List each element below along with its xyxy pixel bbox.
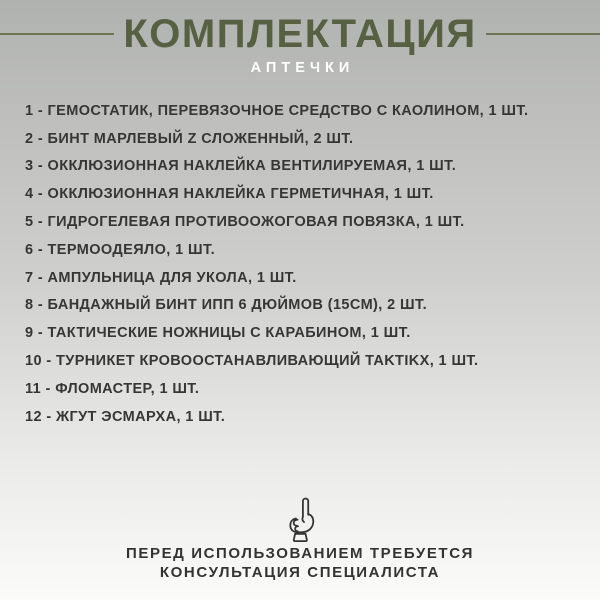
- list-item: 7 - АМПУЛЬНИЦА ДЛЯ УКОЛА, 1 ШТ.: [25, 269, 297, 286]
- title-rule-left: [0, 33, 114, 35]
- title-row: [0, 12, 600, 56]
- header: [0, 12, 600, 76]
- list-item: 6 - ТЕРМООДЕЯЛО, 1 ШТ.: [25, 241, 216, 258]
- page-subtitle: АПТЕЧКИ: [250, 60, 355, 76]
- kit-contents-list: [25, 97, 594, 431]
- list-item: 1 - ГЕМОСТАТИК, ПЕРЕВЯЗОЧНОЕ СРЕДСТВО С КАОЛИНОМ, 1 ШТ.: [25, 102, 529, 119]
- list-item: 12 - ЖГУТ ЭСМАРХА, 1 ШТ.: [25, 408, 226, 425]
- footer-disclaimer-line1: ПЕРЕД ИСПОЛЬЗОВАНИЕМ ТРЕБУЕТСЯ: [125, 545, 475, 562]
- page-title: КОМПЛЕКТАЦИЯ: [123, 12, 477, 56]
- list-item: 3 - ОККЛЮЗИОННАЯ НАКЛЕЙКА ВЕНТИЛИРУЕМАЯ, 1 ШТ.: [25, 158, 457, 175]
- pointing-hand-icon: [0, 495, 600, 550]
- list-item: 5 - ГИДРОГЕЛЕВАЯ ПРОТИВООЖОГОВАЯ ПОВЯЗКА, 1 ШТ.: [25, 214, 465, 231]
- list-item: 8 - БАНДАЖНЫЙ БИНТ ИПП 6 ДЮЙМОВ (15СМ), 2 ШТ.: [25, 297, 428, 314]
- footer-disclaimer-line2: КОНСУЛЬТАЦИЯ СПЕЦИАЛИСТА: [159, 564, 441, 581]
- list-item: 11 - ФЛОМАСТЕР, 1 ШТ.: [25, 380, 200, 397]
- list-item: 2 - БИНТ МАРЛЕВЫЙ Z СЛОЖЕННЫЙ, 2 ШТ.: [25, 130, 354, 147]
- list-item: 9 - ТАКТИЧЕСКИЕ НОЖНИЦЫ С КАРАБИНОМ, 1 ШТ.: [25, 325, 411, 342]
- list-item: 10 - ТУРНИКЕТ КРОВООСТАНАВЛИВАЮЩИЙ TAKTIKX, 1 ШТ.: [25, 353, 479, 370]
- list-item: 4 - ОККЛЮЗИОННАЯ НАКЛЕЙКА ГЕРМЕТИЧНАЯ, 1 ШТ.: [25, 186, 434, 203]
- title-rule-right: [486, 33, 600, 35]
- footer-disclaimer: [0, 544, 600, 582]
